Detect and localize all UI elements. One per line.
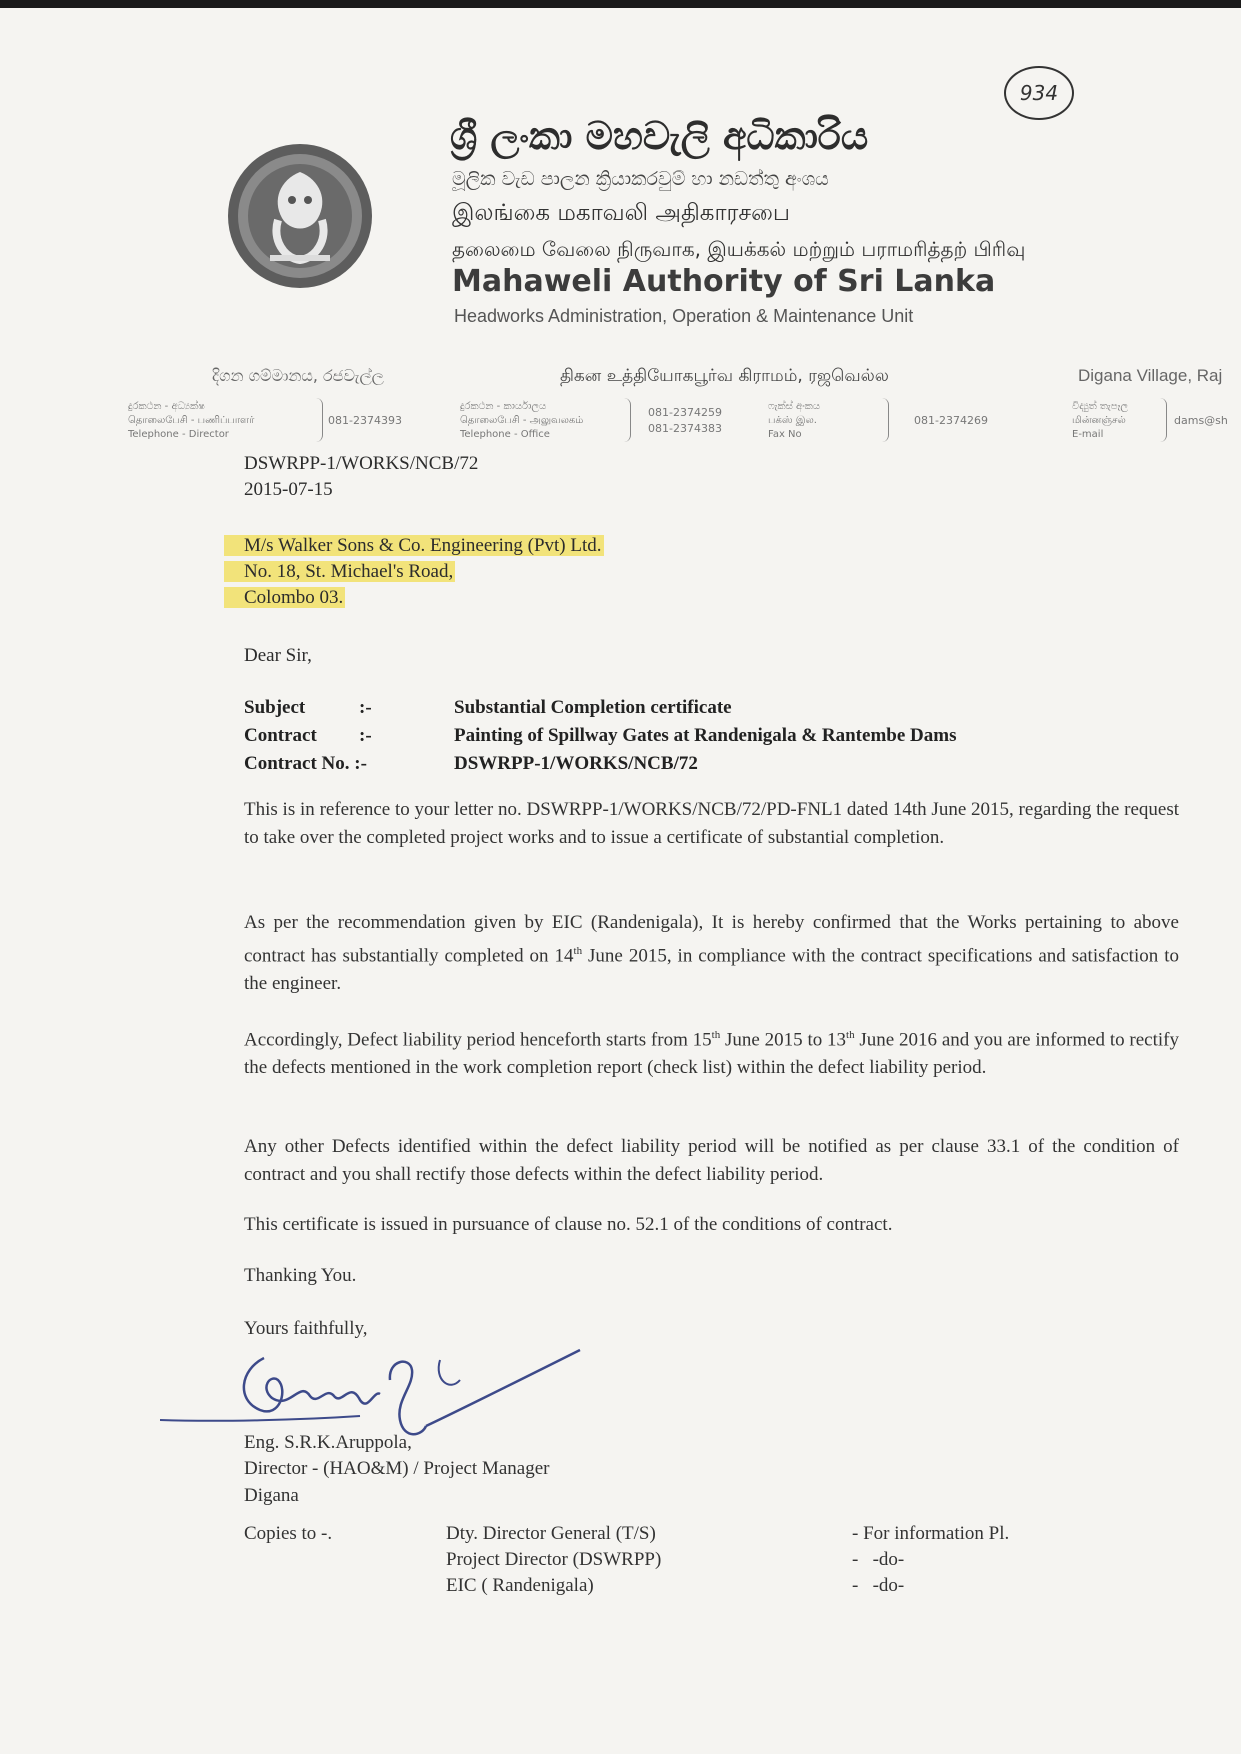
contact-director-labels: දුරකථන - අධ්‍යක්ෂ தொலைபேசி - பணிப்பாளர் Telephone - Director <box>128 401 255 440</box>
fax-number: 081-2374269 <box>914 414 988 427</box>
email-address: dams@sh <box>1174 414 1228 427</box>
subject-value: Substantial Completion certificate <box>454 697 732 718</box>
scan-top-edge <box>0 0 1241 8</box>
signer-name: Eng. S.R.K.Aruppola, <box>244 1432 412 1453</box>
unit-name-sinhala: මූලික වැඩ පාලන ක්‍රියාකරවුම් හා නඩත්තු අංශය <box>452 168 829 190</box>
mahaweli-emblem-logo <box>220 140 380 292</box>
subject-sep: :- <box>359 697 372 718</box>
copy-recipient-1: Dty. Director General (T/S) <box>446 1523 656 1544</box>
unit-name-tamil: தலைமை வேலை நிருவாக, இயக்கல் மற்றும் பராமரித்தற் பிரிவு <box>452 237 1026 261</box>
letter-date: 2015-07-15 <box>244 479 333 500</box>
org-name-tamil: இலங்கை மகாவலி அதிகாரசபை <box>452 200 791 226</box>
contract-sep: :- <box>359 725 372 746</box>
brace-email <box>1160 398 1167 442</box>
copy-note-2: - -do- <box>852 1549 905 1570</box>
copies-label: Copies to -. <box>244 1523 333 1544</box>
address-sinhala: දිගන ගම්මානය, රජවැල්ල <box>212 366 384 385</box>
contract-key: Contract <box>244 725 317 746</box>
subject-key: Subject <box>244 697 306 718</box>
paragraph-defect-period: Accordingly, Defect liability period henceforth starts from 15th June 2015 to 13th June 2016 and you are informed to rectify the defects mentioned in the work completion report (check list) within the defect liability period. <box>244 1029 1179 1079</box>
director-phone: 081-2374393 <box>328 414 402 427</box>
org-name-sinhala: ශ්‍රී ලංකා මහවැලි අධිකාරිය <box>450 114 869 158</box>
contact-office-labels: දුරකථන - කාර්යාලය தொலைபேசி - அலுவலகம் Telephone - Office <box>460 401 584 440</box>
contract-no-key: Contract No. :- <box>244 753 367 774</box>
brace-fax <box>882 398 889 442</box>
office-phone-2: 081-2374383 <box>648 422 722 435</box>
closing-line: Yours faithfully, <box>244 1318 368 1339</box>
signer-place: Digana <box>244 1485 299 1506</box>
brace-office <box>624 398 631 442</box>
paragraph-clause: This certificate is issued in pursuance of clause no. 52.1 of the conditions of contract. <box>244 1214 893 1235</box>
paragraph-other-defects: Any other Defects identified within the defect liability period will be notified as per clause 33.1 of the condition of contract and you shall rectify those defects within the defect liability period. <box>244 1136 1179 1185</box>
contract-no-value: DSWRPP-1/WORKS/NCB/72 <box>454 753 698 774</box>
reference-block <box>244 451 478 503</box>
unit-name-english: Headworks Administration, Operation & Maintenance Unit <box>454 306 914 326</box>
office-phone-1: 081-2374259 <box>648 406 722 419</box>
signer-title: Director - (HAO&M) / Project Manager <box>244 1458 550 1479</box>
recipient-line-3: Colombo 03. <box>224 587 345 608</box>
contract-value: Painting of Spillway Gates at Randenigala & Rantembe Dams <box>454 725 957 746</box>
copy-note-3: - -do- <box>852 1575 905 1596</box>
copy-note-1: - For information Pl. <box>852 1523 1010 1544</box>
address-english: Digana Village, Raj <box>1078 366 1223 385</box>
recipient-line-1: M/s Walker Sons & Co. Engineering (Pvt) Ltd. <box>224 535 604 556</box>
copy-recipient-2: Project Director (DSWRPP) <box>446 1549 662 1570</box>
paragraph-confirmation: As per the recommendation given by EIC (Randenigala), It is hereby confirmed that the Works pertaining to above contract has substantially completed on 14th June 2015, in compliance with the contract specifications and satisfaction to the engineer. <box>244 912 1179 995</box>
salutation: Dear Sir, <box>244 645 312 666</box>
brace-director <box>316 398 323 442</box>
contact-email-labels: විද්‍යුත් තැපෑල மின்னஞ்சல் E-mail <box>1072 401 1128 440</box>
page-number-annotation: 934 <box>1004 66 1074 120</box>
contact-fax-labels: ෆැක්ස් අංකය பக்ஸ் இல. Fax No <box>768 401 821 440</box>
reference-number: DSWRPP-1/WORKS/NCB/72 <box>244 453 479 474</box>
recipient-line-2: No. 18, St. Michael's Road, <box>224 561 455 582</box>
org-name-english: Mahaweli Authority of Sri Lanka <box>452 264 996 299</box>
paragraph-reference: This is in reference to your letter no. DSWRPP-1/WORKS/NCB/72/PD-FNL1 dated 14th June 2015, regarding the request to take over the completed project works and to issue a certificate of substantial completion. <box>244 799 1179 848</box>
address-tamil: திகன உத்தியோகபூர்வ கிராமம், ரஜவெல்ல <box>560 366 889 386</box>
recipient-address <box>224 533 604 611</box>
thanking-line: Thanking You. <box>244 1265 357 1286</box>
copy-recipient-3: EIC ( Randenigala) <box>446 1575 594 1596</box>
